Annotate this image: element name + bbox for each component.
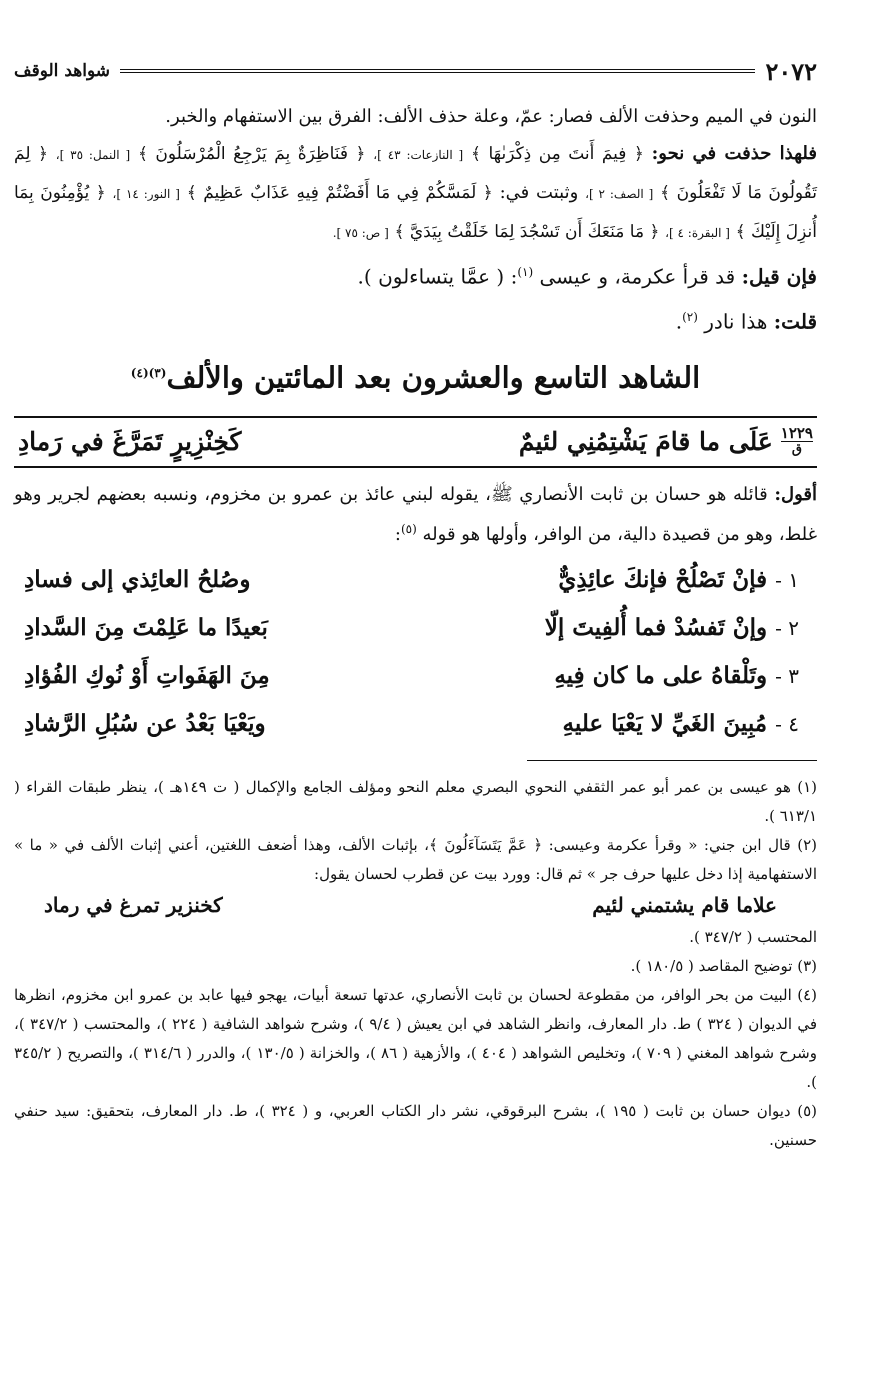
fa-qila-end: : ( عمَّا يتساءلون ). [357,264,518,289]
qultu-line [14,297,817,342]
fa-qila-text: قد قرأ عكرمة، و عيسى [539,264,736,289]
verse-number-top: ١٢٢٩ [780,424,813,443]
footnote-marker-1: (١) [517,265,534,279]
poem-hemistich-b: بَعيدًا ما عَلِمْتَ مِنَ السَّدادِ [24,614,268,642]
poem-verse [14,604,817,652]
footnote-5: (٥) ديوان حسان بن ثابت ( ١٩٥ )، بشرح البرقوقي، نشر دار الكتاب العربي، و ( ٣٢٤ )، ط. دار المعارف، بتحقيق: سيد حنفي حسنين. [14,1101,817,1149]
quran-ref-5: [ البقرة: ٤ ]، [665,226,730,240]
shahid-title-text: الشاهد التاسع والعشرون بعد المائتين والألف [166,360,701,395]
hemistich-2: كَخِنْزِيرٍ تَمَرَّغَ في رَمادِ [18,427,242,457]
quran-ref-1: [ النازعات: ٤٣ ]، [373,148,464,162]
poem-verses [14,556,817,748]
commentary-text: قائله هو حسان بن ثابت الأنصاري ﷺ، يقوله لبني عائذ بن عمرو بن مخزوم، ونسبه بعضهم لجرير وهو غلط، وهو من قصيدة دالية، من الوافر، وأولها هو قوله [14,483,817,545]
verse-first-half [554,662,799,689]
verse-first-half [545,614,799,641]
quran-ref-6: [ ص: ٧٥ ]. [332,226,389,240]
page-number: ٢٠٧٢ [765,56,817,86]
commentary-end: : [394,523,401,545]
verse-first-half [558,566,799,593]
footnote-marker-2: (٢) [682,309,698,324]
quran-quote-4: ﴿ لَمَسَّكُمْ فِي مَا أَفَضْتُمْ فِيهِ عَذَابٌ عَظِيمٌ ﴾ [186,183,493,203]
shahid-verse [14,416,817,468]
quran-ref-3: [ الصف: ٢ ]، [585,187,654,201]
footnote-2-end: المحتسب ( ٣٤٧/٢ ). [689,927,817,946]
poem-verse [14,556,817,604]
qultu-text: هذا نادر [704,309,768,334]
intro-text [14,98,817,341]
footnote-2-verse [14,889,817,923]
poem-verse-number: ٣ - [775,664,799,689]
running-header [14,54,817,88]
book-page [14,54,817,1155]
qultu-end: . [675,309,683,334]
footnote-1: (١) هو عيسى بن عمر أبو عمر الثقفي النحوي البصري معلم النحو ومؤلف الجامع والإكمال ( ت ١٤٩هـ )، ينظر طبقات القراء ( ٦١٣/١ ). [14,777,817,825]
poem-hemistich-a: وتَلْقاهُ على ما كان فِيهِ [554,662,768,690]
quran-ref-2: [ النمل: ٣٥ ]، [55,148,131,162]
running-title: شواهد الوقف [14,61,110,81]
footnote-marker-5: (٥) [400,521,417,536]
hemistich-1: عَلَى ما قامَ يَشْتِمُنِي لئيمٌ [518,427,773,457]
poem-hemistich-b: ويَعْيَا بَعْدُ عن سُبُلِ الرَّشادِ [24,710,266,738]
intro-para-2 [14,135,817,252]
poem-hemistich-a: مُبِينَ الغَيِّ لا يَعْيَا عليهِ [562,710,768,738]
commentary [14,478,817,552]
quran-quote-1: ﴿ فِيمَ أَنتَ مِن ذِكْرَىٰهَا ﴾ [471,144,644,164]
footnotes [14,773,817,1155]
verse-number [781,426,813,457]
poem-verse-number: ٤ - [775,712,799,737]
poem-hemistich-b: مِنَ الهَفَواتِ أَوْ نُوكِ الفُؤادِ [24,662,270,690]
fa-qila-line [14,252,817,297]
quran-quote-2: ﴿ فَنَاظِرَةٌ بِمَ يَرْجِعُ الْمُرْسَلُونَ ﴾ [137,144,366,164]
footnote-2-hemistich-a: علاما قام يشتمني لئيم [592,893,777,918]
footnote-2-hemistich-b: كخنزير تمرغ في رماد [44,893,223,918]
qultu-label: قلت: [773,309,817,334]
quran-quote-3: ﴿ لِمَ تَقُولُونَ مَا لَا تَفْعَلُونَ ﴾ [14,144,817,203]
intro-line-1: النون في الميم وحذفت الألف فصار: عمّ، وعلة حذف الألف: الفرق بين الاستفهام والخبر. [165,106,817,127]
quran-ref-4: [ النور: ١٤ ]، [112,187,180,201]
quran-quote-6: ﴿ مَا مَنَعَكَ أَن تَسْجُدَ لِمَا خَلَقْتُ بِيَدَيَّ ﴾ [394,222,660,242]
aqulu-label: أقول: [774,483,817,505]
shahid-title [14,351,817,400]
fa-qila-label: فإن قيل: [741,264,817,289]
header-rule [120,69,755,73]
shahid-title-footnotes: (٣)(٤) [130,366,167,381]
footnote-2: (٢) قال ابن جني: « وقرأ عكرمة وعيسى: ﴿ عَمَّ يَتَسَآءَلُونَ ﴾، بإثبات الألف، وهذا أضعف اللغتين، أعني إثبات الألف في « ما » الاستفهامية إذا دخل عليها حرف جر » ثم قال: وورد بيت عن قطرب لحسان يقول: [14,835,817,883]
shahid-first-half [519,426,813,457]
poem-hemistich-b: وصُلحُ العائِذي إلى فسادِ [24,566,251,594]
poem-hemistich-a: وإنْ تَفسُدْ فما أُلفِيتَ إلّا [544,614,768,642]
quran-quote-5: ﴿ يُؤْمِنُونَ بِمَا أُنزِلَ إِلَيْكَ ﴾ [14,183,817,242]
footnote-3: (٣) توضيح المقاصد ( ١٨٠/٥ ). [630,956,817,975]
verse-first-half [563,710,799,737]
footnote-4: (٤) البيت من بحر الوافر، من مقطوعة لحسان بن ثابت الأنصاري، عدتها تسعة أبيات، يهجو فيها عابد بن عمرو ابن مخزوم، انظرها في الديوان ( ٣٢٤ ) ط. دار المعارف، وانظر الشاهد في ابن يعيش ( ٩/٤ )، وشرح شواهد الشافية ( ٢٢٤ )، والمحتسب ( ٣٤٧/٢ )، وشرح شواهد المغني ( ٧٠٩ )، وتخليص الشواهد ( ٤٠٤ )، والأزهية ( ٨٦ )، والخزانة ( ١٣٠/٥ )، والدرر ( ٣١٤/٦ )، والتصريح ( ٣٤٥/٢ ). [14,985,818,1091]
poem-hemistich-a: فإنْ تَصْلُحْ فإنكَ عائِذِيٌّ [558,566,768,594]
footnote-separator [527,760,817,761]
poem-verse-number: ١ - [775,568,799,593]
poem-verse [14,652,817,700]
poem-verse-number: ٢ - [775,616,799,641]
intro-para-2-start: فلهذا حذفت في نحو: [651,143,817,164]
poem-verse [14,700,817,748]
verse-number-bottom: ق [791,442,802,458]
intro-mid: وثبتت في: [499,182,579,203]
